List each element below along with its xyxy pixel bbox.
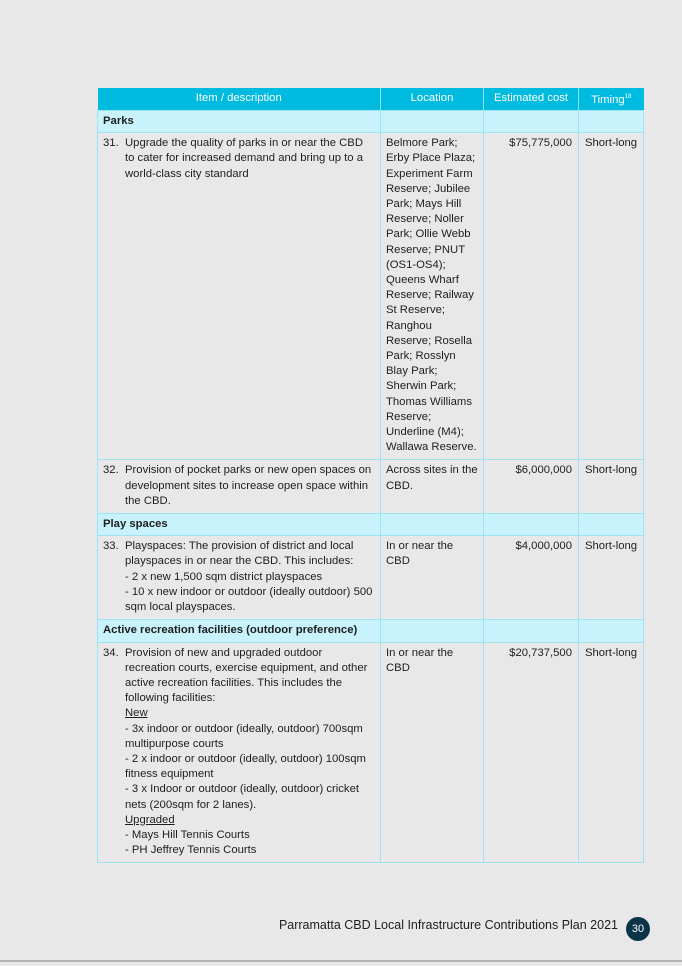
row-cost: $6,000,000 [484,460,579,514]
header-location: Location [381,88,484,111]
header-cost: Estimated cost [484,88,579,111]
description-subheading-new: New [125,707,148,720]
description-text: Provision of pocket parks or new open spaces on development sites to increase open space within the CBD. [125,464,372,507]
section-title: Active recreation facilities (outdoor preference) [98,620,381,642]
description-line: - 2 x new 1,500 sqm district playspaces [125,570,323,583]
table-row [98,536,644,620]
description-text: Provision of new and upgraded outdoor recreation courts, exercise equipment, and other active recreation facilities. This includes the following facilities: [125,646,368,705]
description-subheading-upgraded: Upgraded [125,813,175,826]
footer-title: Parramatta CBD Local Infrastructure Contributions Plan 2021 [278,918,618,932]
row-description [98,460,381,514]
section-row-parks [98,111,644,133]
row-number: 33. [103,540,119,553]
row-location: In or near the CBD [381,536,484,620]
row-description [98,133,381,460]
row-timing: Short-long [579,536,644,620]
row-cost: $4,000,000 [484,536,579,620]
description-line: - 3 x Indoor or outdoor (ideally, outdoor) cricket nets (200sqm for 2 lanes). [125,783,359,811]
section-title: Play spaces [98,514,381,536]
row-number: 34. [103,646,119,659]
section-row-active-recreation [98,620,644,642]
description-line: - 10 x new indoor or outdoor (ideally outdoor) 500 sqm local playspaces. [125,585,373,614]
header-timing: Timing$^{18}$ [579,88,644,111]
row-timing: Short-long [579,460,644,514]
row-timing: Short-long [579,642,644,863]
table-row [98,133,644,460]
table-row [98,460,644,514]
row-number: 31. [103,137,119,150]
timing-footnote-ref: 18 [624,93,632,100]
description-line: - PH Jeffrey Tennis Courts [125,844,257,857]
infrastructure-table [97,88,644,863]
table-row [98,642,644,863]
row-number: 32. [103,464,119,477]
row-timing: Short-long [579,133,644,460]
description-line: - Mays Hill Tennis Courts [125,828,250,841]
description-line: - 3x indoor or outdoor (ideally, outdoor) 700sqm multipurpose courts [125,722,363,750]
header-item: Item / description [98,88,381,111]
row-description [98,642,381,863]
table-header-row [98,88,644,111]
page-bottom-edge [0,960,682,962]
row-cost: $20,737,500 [484,642,579,863]
section-row-play-spaces [98,514,644,536]
page-number-badge: 30 [626,917,650,941]
description-line: - 2 x indoor or outdoor (ideally, outdoor) 100sqm fitness equipment [125,752,366,781]
row-location: Across sites in the CBD. [381,460,484,514]
section-title: Parks [98,111,381,133]
row-location: In or near the CBD [381,642,484,863]
description-text: Playspaces: The provision of district and local playspaces in or near the CBD. This includes: [125,540,354,568]
description-text: Upgrade the quality of parks in or near the CBD to cater for increased demand and bring up to a world-class city standard [125,137,364,180]
row-description [98,536,381,620]
row-cost: $75,775,000 [484,133,579,460]
row-location: Belmore Park; Erby Place Plaza; Experiment Farm Reserve; Jubilee Park; Mays Hill Reserve; Noller Park; Ollie Webb Reserve; PNUT (OS1-OS4); Queens Wharf Reserve; Railway St Reserve; Ranghou Reserve; Rosella Park; Rosslyn Blay Park; Sherwin Park; Thomas Williams Reserve; Underline (M4); Wallawa Reserve. [381,133,484,460]
